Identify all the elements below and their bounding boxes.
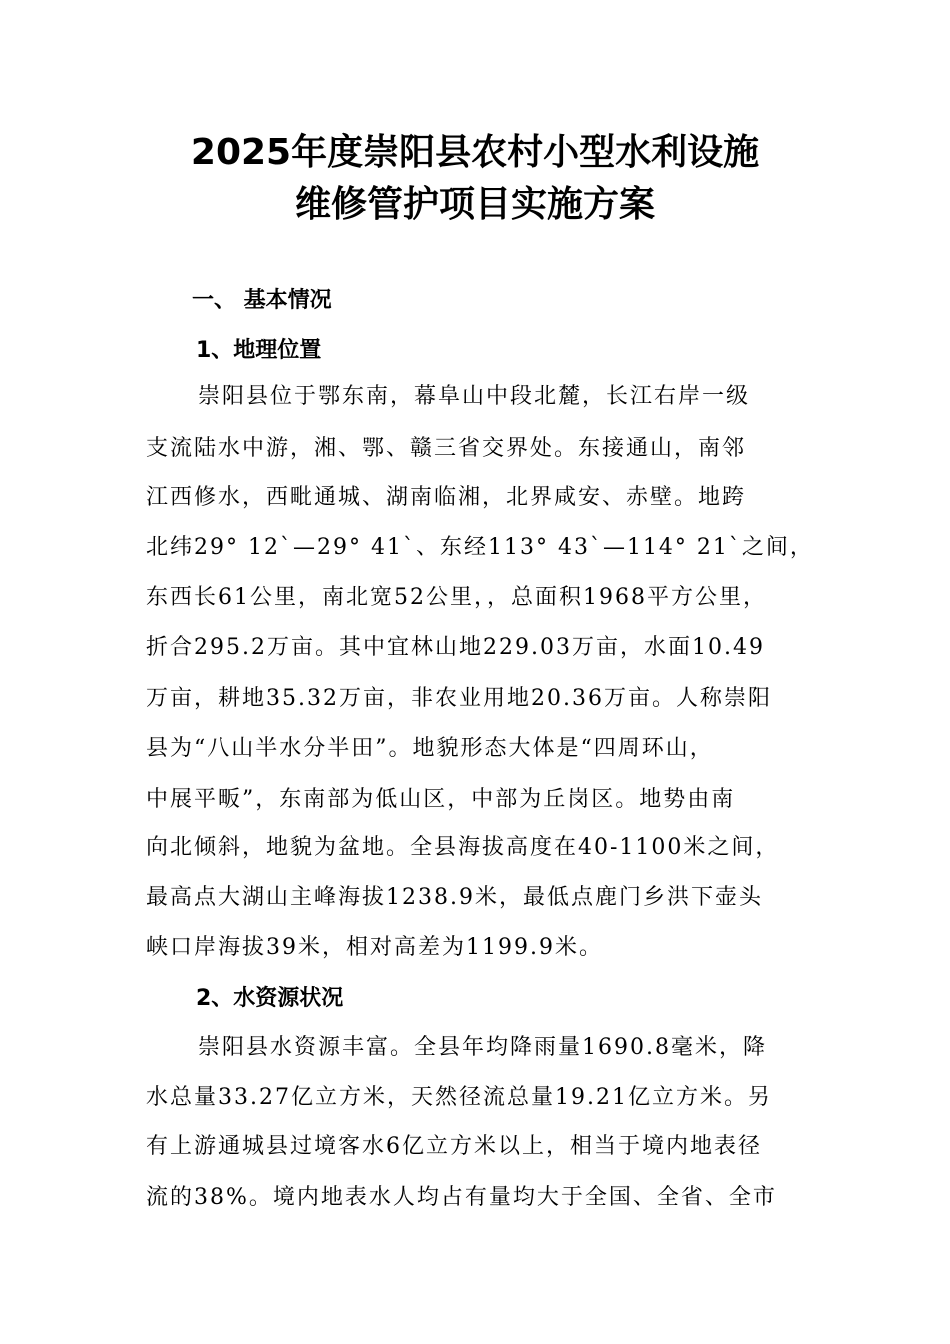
paragraph-line: 县为“八山半水分半田”。地貌形态大体是“四周环山，	[146, 736, 714, 761]
paragraph-line: 崇阳县位于鄂东南，幕阜山中段北麓，长江右岸一级	[198, 384, 751, 409]
paragraph-line: 水总量33.27亿立方米，天然径流总量19.21亿立方米。另	[146, 1085, 772, 1110]
paragraph-line: 折合295.2万亩。其中宜林山地229.03万亩，水面10.49	[146, 635, 765, 660]
paragraph-line: 万亩，耕地35.32万亩，非农业用地20.36万亩。人称崇阳	[146, 686, 772, 711]
paragraph-line: 北纬29° 12`—29° 41`、东经113° 43`—114° 21`之间，	[146, 535, 814, 560]
paragraph-line: 峡口岸海拔39米，相对高差为1199.9米。	[146, 935, 603, 960]
subsection-heading-water-resources: 2、水资源状况	[196, 986, 344, 1011]
paragraph-line: 有上游通城县过境客水6亿立方米以上，相当于境内地表径	[146, 1134, 762, 1159]
subsection-heading-location: 1、地理位置	[196, 338, 322, 363]
paragraph-line: 崇阳县水资源丰富。全县年均降雨量1690.8毫米，降	[198, 1035, 767, 1060]
paragraph-line: 中展平畈”，东南部为低山区，中部为丘岗区。地势由南	[146, 787, 736, 812]
paragraph-line: 支流陆水中游，湘、鄂、赣三省交界处。东接通山，南邻	[146, 436, 747, 461]
section-heading-basic-info: 一、 基本情况	[192, 288, 332, 313]
paragraph-line: 最高点大湖山主峰海拔1238.9米，最低点鹿门乡洪下壶头	[146, 885, 763, 910]
paragraph-line: 东西长61公里，南北宽52公里，，总面积1968平方公里，	[146, 585, 767, 610]
paragraph-line: 向北倾斜，地貌为盆地。全县海拔高度在40-1100米之间，	[146, 835, 780, 860]
paragraph-line: 江西修水，西毗通城、湖南临湘，北界咸安、赤壁。地跨	[146, 485, 747, 510]
document-title-line-2: 维修管护项目实施方案	[294, 184, 655, 225]
paragraph-line: 流的38%。境内地表水人均占有量均大于全国、全省、全市	[146, 1185, 777, 1210]
document-title-line-1: 2025年度崇阳县农村小型水利设施	[190, 132, 760, 173]
